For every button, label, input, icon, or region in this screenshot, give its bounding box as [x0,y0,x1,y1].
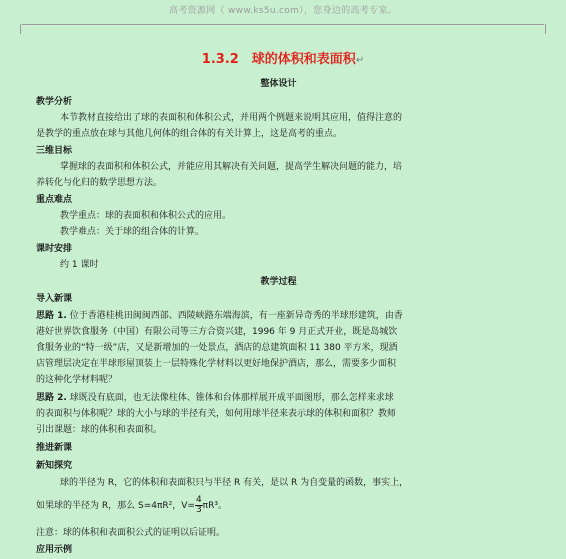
fraction-four-thirds [195,496,203,515]
explore-line-1: 球的半径为 R，它的体积和表面积只与半径 R 有关，是以 R 为自变量的函数，事实上， [60,478,409,488]
idea2-line-3: 引出课题：球的体积和表面积。 [36,425,163,435]
difficult-point: 教学难点：关于球的组合体的计算。 [60,227,205,237]
idea1-line-5: 的这种化学材料呢？ [36,375,118,385]
section-overall-design: 整体设计 [260,79,297,89]
formula-suffix: πR³。 [202,501,227,511]
note-line: 注意：球的体积和表面积公式的证明以后证明。 [36,528,226,538]
idea1-line-4: 店管理层决定在半球形屋顶装上一层特殊化学材料以更好地保护酒店，那么，需要多少面积 [36,359,397,369]
teaching-analysis-line-2: 是教学的重点放在球与其他几何体的组合体的有关计算上，这是高考的重点。 [36,129,343,139]
idea1-text-1: 位于香港桂桃田闽闽西部、西陵峡路东端海滨，有一座新异奇秀的半球形建筑，由香 [66,311,403,321]
idea1-line-2: 港好世界饮食服务（中国）有限公司等三方合资兴建，1996 年 9 月正式开业，既是岛城饮 [36,327,398,337]
idea2-text-1: 球既没有底面，也无法像柱体、锥体和台体那样展开成平面图形，那么怎样来求球 [66,393,394,403]
idea1-label: 思路 1. [36,311,67,321]
heading-explore: 新知探究 [36,461,73,471]
paragraph-mark-icon: ↵ [355,55,365,66]
document-title [0,48,566,67]
explore-line-2 [36,496,521,515]
goals-line-1: 掌握球的表面积和体积公式，并能应用其解决有关问题，提高学生解决问题的能力，培 [60,162,403,172]
goals-line-2: 养转化与化归的数学思想方法。 [36,178,163,188]
idea2-line-1 [36,390,521,406]
heading-example: 应用示例 [36,545,73,555]
idea1-line-3: 食服务业的“特一级”店，又是新增加的一处景点，酒店的总建筑面积 11 380 平方米，现酒 [36,343,398,353]
idea2-line-2: 的表面积与体积呢？球的大小与球的半径有关，如何用球半径来表示球的体积和面积？教师 [36,409,397,419]
idea2-label: 思路 2. [36,393,67,403]
heading-key-points: 重点难点 [36,195,73,205]
heading-teaching-analysis: 教学分析 [36,97,73,107]
fraction-denominator: 3 [195,505,202,515]
crop-mark-left [20,24,31,34]
idea1-line-1 [36,308,521,324]
section-teaching-process: 教学过程 [260,277,297,287]
key-point: 教学重点：球的表面积和体积公式的应用。 [60,211,232,221]
crop-mark-right [535,24,546,34]
heading-advance: 推进新课 [36,443,73,453]
heading-hours: 课时安排 [36,244,73,254]
header-rule [22,24,544,25]
hours-value: 约 1 课时 [60,260,99,270]
heading-goals: 三维目标 [36,146,73,156]
fraction-numerator: 4 [195,495,202,505]
title-text: 1.3.2 球的体积和表面积 [201,52,356,67]
heading-intro: 导入新课 [36,294,73,304]
page-header: 高考资源网（ www.ks5u.com），您身边的高考专家。 [169,6,397,16]
formula-prefix: 如果球的半径为 R，那么 S=4πR²，V= [36,501,195,511]
teaching-analysis-line-1: 本节教材直接给出了球的表面积和体积公式，并用两个例题来说明其应用，值得注意的 [60,113,403,123]
